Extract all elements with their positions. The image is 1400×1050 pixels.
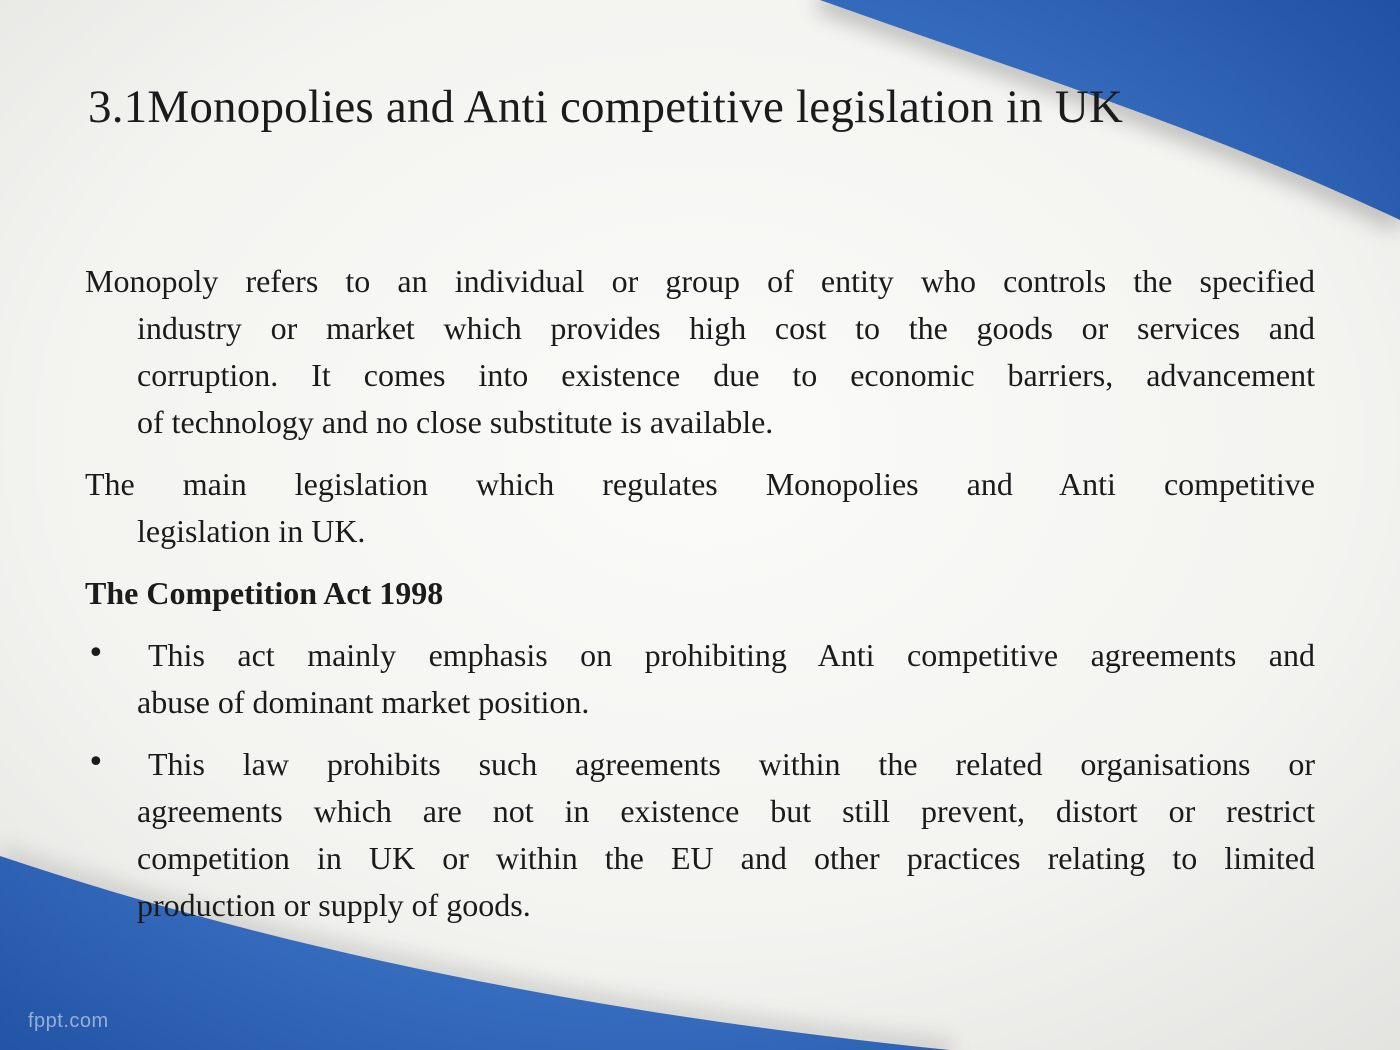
text-line: industry or market which provides high cost to the goods or services and xyxy=(137,310,1315,346)
bullet-icon: • xyxy=(87,745,105,780)
text-line: competition in UK or within the EU and other practices relating to limited xyxy=(137,840,1315,876)
text-line: agreements which are not in existence but still prevent, distort or restrict xyxy=(137,793,1315,829)
bullet-item-prohibitions xyxy=(85,741,1315,929)
text-line: This law prohibits such agreements within the related organisations or xyxy=(148,746,1315,782)
slide-title: 3.1Monopolies and Anti competitive legislation in UK xyxy=(88,81,1124,133)
paragraph-monopoly-definition xyxy=(85,258,1315,446)
text-line: This act mainly emphasis on prohibiting Anti competitive agreements and xyxy=(148,637,1315,673)
text-line: production or supply of goods. xyxy=(137,887,531,923)
text-line: The main legislation which regulates Monopolies and Anti competitive xyxy=(85,466,1315,502)
bullet-item-agreements xyxy=(85,632,1315,726)
text-line: corruption. It comes into existence due to economic barriers, advancement xyxy=(137,357,1315,393)
paragraph-main-legislation xyxy=(85,461,1315,555)
fppt-watermark: fppt.com xyxy=(28,1010,109,1032)
slide-body-text xyxy=(85,258,1315,944)
heading-competition-act-1998: The Competition Act 1998 xyxy=(85,575,444,611)
bullet-icon: • xyxy=(87,636,105,671)
text-line: of technology and no close substitute is available. xyxy=(137,404,774,440)
text-line: Monopoly refers to an individual or group of entity who controls the specified xyxy=(85,263,1315,299)
text-line: legislation in UK. xyxy=(137,513,366,549)
text-line: abuse of dominant market position. xyxy=(137,684,590,720)
